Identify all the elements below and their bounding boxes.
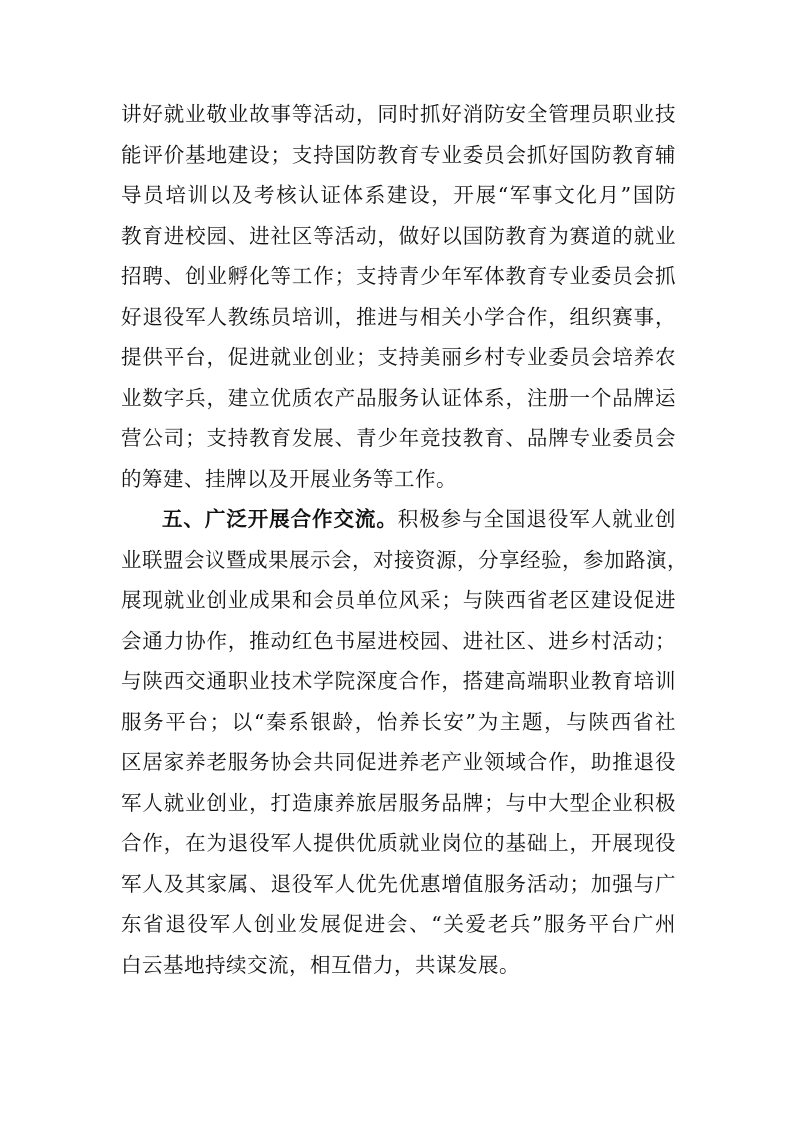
text-line: 能评价基地建设；支持国防教育专业委员会抓好国防教育辅 [121,142,676,167]
text-line: 东省退役军人创业发展促进会、“关爱老兵”服务平台广州 [121,912,676,936]
text-line: 军人就业创业，打造康养旅居服务品牌；与中大型企业积极 [121,790,676,815]
text-line: 业联盟会议暨成果展示会，对接资源，分享经验，参加路演， [121,547,688,572]
section-5-paragraph [121,499,688,985]
text-line: 业数字兵，建立优质农产品服务认证体系，注册一个品牌运 [121,385,676,410]
document-body [121,94,688,985]
text-line: 的筹建、挂牌以及开展业务等工作。 [121,466,457,491]
text-line: 营公司；支持教育发展、青少年竞技教育、品牌专业委员会 [121,426,676,450]
text-line: 提供平台，促进就业创业；支持美丽乡村专业委员会培养农 [121,345,676,369]
section-5-heading: 五、广泛开展合作交流。 [162,507,398,531]
text-line: 展现就业创业成果和会员单位风采；与陕西省老区建设促进 [121,588,676,612]
text-line: 导员培训以及考核认证体系建设，开展“军事文化月”国防 [121,183,676,207]
text-line: 白云基地持续交流，相互借力，共谋发展。 [121,952,520,977]
text-line: 招聘、创业孵化等工作；支持青少年军体教育专业委员会抓 [121,264,676,288]
text-line: 会通力协作，推动红色书屋进校园、进社区、进乡村活动； [121,628,676,653]
text-line: 服务平台；以“秦系银龄，怡养长安”为主题，与陕西省社 [121,709,676,734]
text-line: 与陕西交通职业技术学院深度合作，搭建高端职业教育培训 [121,669,676,693]
text-line: 合作，在为退役军人提供优质就业岗位的基础上，开展现役 [121,831,676,855]
paragraph-1 [121,94,676,499]
text-line: 教育进校园、进社区等活动，做好以国防教育为赛道的就业 [121,223,676,248]
text-line: 讲好就业敬业故事等活动，同时抓好消防安全管理员职业技 [121,102,676,126]
text-line: 好退役军人教练员培训，推进与相关小学合作，组织赛事， [121,304,676,329]
text-segment: 积极参与全国退役军人就业创 [397,507,677,531]
text-line: 区居家养老服务协会共同促进养老产业领域合作，助推退役 [121,750,676,774]
text-line: 军人及其家属、退役军人优先优惠增值服务活动；加强与广 [121,871,676,896]
section-5-first-line [121,499,676,540]
